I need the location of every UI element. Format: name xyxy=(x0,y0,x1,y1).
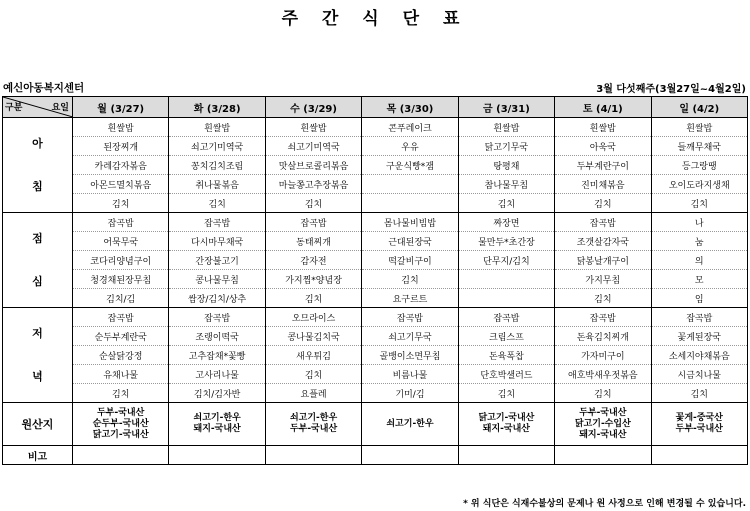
menu-item: 김치/김 xyxy=(73,289,169,308)
origin-line: 두부-국내산 xyxy=(675,424,723,434)
menu-row xyxy=(3,213,748,232)
origin-line: 두부-국내산 xyxy=(579,407,627,418)
origin-line: 닭고기-국내산 xyxy=(92,429,149,440)
menu-item: 잡곡밥 xyxy=(458,308,554,327)
menu-item: 김치 xyxy=(73,384,169,403)
menu-item: 떡갈비구이 xyxy=(362,251,458,270)
day-header: 목 (3/30) xyxy=(362,97,458,118)
menu-item: 짜장면 xyxy=(458,213,554,232)
menu-item: 잡곡밥 xyxy=(362,308,458,327)
corner-label-day: 요일 xyxy=(51,103,69,113)
corner-label-category: 구분 xyxy=(5,103,23,113)
menu-item: 김치 xyxy=(458,194,554,213)
menu-item: 잡곡밥 xyxy=(169,213,265,232)
origin-line: 쇠고기-한우 xyxy=(386,418,434,429)
menu-item: 콩나물무침 xyxy=(169,270,265,289)
menu-item: 요구르트 xyxy=(362,289,458,308)
origin-line: 순두부-국내산 xyxy=(92,418,149,429)
menu-row xyxy=(3,118,748,137)
menu-item: 우유 xyxy=(362,137,458,156)
menu-item: 잡곡밥 xyxy=(651,308,747,327)
menu-item: 돈육폭찹 xyxy=(458,346,554,365)
menu-row xyxy=(3,289,748,308)
note-cell xyxy=(458,446,554,465)
menu-row xyxy=(3,175,748,194)
menu-item: 김치 xyxy=(73,194,169,213)
meal-label-char: 심 xyxy=(32,275,43,288)
menu-item: 진미채볶음 xyxy=(555,175,651,194)
menu-item: 흰쌀밥 xyxy=(458,118,554,137)
menu-item: 콘푸레이크 xyxy=(362,118,458,137)
origin-cell xyxy=(169,403,265,446)
menu-item: 오이도라지생채 xyxy=(651,175,747,194)
menu-item: 흰쌀밥 xyxy=(73,118,169,137)
menu-item: 김치 xyxy=(651,194,747,213)
footnote: * 위 식단은 식재수불상의 문제나 원 사정으로 인해 변경될 수 있습니다. xyxy=(463,499,746,509)
menu-row xyxy=(3,270,748,289)
menu-item: 순살닭강정 xyxy=(73,346,169,365)
menu-item: 소세지야채볶음 xyxy=(651,346,747,365)
day-header: 월 (3/27) xyxy=(73,97,169,118)
menu-item: 오므라이스 xyxy=(265,308,361,327)
origin-line: 돼지-국내산 xyxy=(579,429,627,440)
menu-item: 흰쌀밥 xyxy=(169,118,265,137)
origin-cell xyxy=(73,403,169,446)
menu-item: 맛살브로콜리볶음 xyxy=(265,156,361,175)
meal-label xyxy=(3,118,73,213)
menu-item: 애호박새우젓볶음 xyxy=(555,365,651,384)
menu-row xyxy=(3,232,748,251)
day-header: 토 (4/1) xyxy=(555,97,651,118)
menu-item: 청경채된장무침 xyxy=(73,270,169,289)
menu-item xyxy=(362,194,458,213)
menu-item: 조갯살감자국 xyxy=(555,232,651,251)
menu-item: 등그랑땡 xyxy=(651,156,747,175)
menu-item: 닭봉날개구이 xyxy=(555,251,651,270)
menu-item: 잡곡밥 xyxy=(555,308,651,327)
menu-item: 임 xyxy=(651,289,747,308)
menu-item: 비름나물 xyxy=(362,365,458,384)
menu-item: 조랭이떡국 xyxy=(169,327,265,346)
meal-label-char: 녁 xyxy=(32,370,43,383)
menu-item xyxy=(362,175,458,194)
menu-item: 다시마무채국 xyxy=(169,232,265,251)
menu-item: 김치 xyxy=(555,194,651,213)
menu-item: 김치 xyxy=(265,365,361,384)
menu-item: 쌈장/김치/상추 xyxy=(169,289,265,308)
menu-item: 요플레 xyxy=(265,384,361,403)
note-cell xyxy=(169,446,265,465)
note-row xyxy=(3,446,748,465)
origin-line: 돼지-국내산 xyxy=(193,424,241,434)
origin-line: 돼지-국내산 xyxy=(482,424,530,434)
menu-item: 김치 xyxy=(458,384,554,403)
menu-item: 아몬드멸치볶음 xyxy=(73,175,169,194)
day-header: 일 (4/2) xyxy=(651,97,747,118)
menu-item: 쇠고기무국 xyxy=(362,327,458,346)
page-title: 주 간 식 단 표 xyxy=(281,9,469,29)
menu-item: 코다리양념구이 xyxy=(73,251,169,270)
menu-item: 김치 xyxy=(362,270,458,289)
menu-item: 취나물볶음 xyxy=(169,175,265,194)
menu-item: 꽃게된장국 xyxy=(651,327,747,346)
menu-item: 가지무침 xyxy=(555,270,651,289)
menu-item: 순두부계란국 xyxy=(73,327,169,346)
menu-item: 구운식빵*잼 xyxy=(362,156,458,175)
menu-item: 물만두*초간장 xyxy=(458,232,554,251)
menu-item: 김치 xyxy=(555,289,651,308)
menu-item: 김치 xyxy=(265,289,361,308)
note-label: 비고 xyxy=(3,446,73,465)
menu-row xyxy=(3,346,748,365)
menu-table xyxy=(2,96,748,465)
menu-item: 된장찌개 xyxy=(73,137,169,156)
note-cell xyxy=(362,446,458,465)
menu-item: 새우튀김 xyxy=(265,346,361,365)
menu-item: 김치/김자반 xyxy=(169,384,265,403)
menu-item: 잡곡밥 xyxy=(555,213,651,232)
menu-item: 유채나물 xyxy=(73,365,169,384)
meal-label-char: 저 xyxy=(32,327,43,340)
menu-item xyxy=(458,270,554,289)
origin-cell xyxy=(555,403,651,446)
menu-item: 모 xyxy=(651,270,747,289)
menu-item: 잡곡밥 xyxy=(73,308,169,327)
menu-item: 눔 xyxy=(651,232,747,251)
menu-row xyxy=(3,308,748,327)
menu-row xyxy=(3,251,748,270)
week-range: 3월 다섯째주(3월27일~4월2일) xyxy=(596,84,746,95)
menu-item: 흰쌀밥 xyxy=(265,118,361,137)
origin-line: 두부-국내산 xyxy=(289,424,338,434)
day-header: 화 (3/28) xyxy=(169,97,265,118)
origin-line: 쇠고기-한우 xyxy=(289,413,338,423)
menu-item: 쇠고기미역국 xyxy=(169,137,265,156)
note-cell xyxy=(651,446,747,465)
origin-line: 닭고기-국내산 xyxy=(478,413,535,423)
menu-item: 잡곡밥 xyxy=(169,308,265,327)
menu-item: 김치 xyxy=(555,384,651,403)
menu-item: 몸나물비빔밥 xyxy=(362,213,458,232)
origin-line: 두부-국내산 xyxy=(97,407,145,418)
menu-item: 단호박샐러드 xyxy=(458,365,554,384)
origin-cell xyxy=(651,403,747,446)
menu-item: 들깨무채국 xyxy=(651,137,747,156)
menu-item: 잡곡밥 xyxy=(265,213,361,232)
origin-line: 꽃게-중국산 xyxy=(675,413,723,423)
origin-label: 원산지 xyxy=(3,403,73,446)
menu-item xyxy=(458,289,554,308)
menu-item: 돈육김치찌개 xyxy=(555,327,651,346)
menu-item: 아욱국 xyxy=(555,137,651,156)
menu-item: 시금치나물 xyxy=(651,365,747,384)
menu-item: 동태찌개 xyxy=(265,232,361,251)
menu-row xyxy=(3,194,748,213)
menu-item: 흰쌀밥 xyxy=(651,118,747,137)
menu-item: 의 xyxy=(651,251,747,270)
origin-cell xyxy=(458,403,554,446)
menu-item: 마늘쫑고추장볶음 xyxy=(265,175,361,194)
menu-item: 참나물무침 xyxy=(458,175,554,194)
menu-item: 김치 xyxy=(169,194,265,213)
menu-item: 잡곡밥 xyxy=(73,213,169,232)
menu-item: 가자미구이 xyxy=(555,346,651,365)
menu-item: 어묵무국 xyxy=(73,232,169,251)
day-header: 금 (3/31) xyxy=(458,97,554,118)
menu-item: 단무지/김치 xyxy=(458,251,554,270)
menu-row xyxy=(3,384,748,403)
menu-item: 고사리나물 xyxy=(169,365,265,384)
corner-cell xyxy=(3,97,73,118)
menu-item: 크림스프 xyxy=(458,327,554,346)
menu-item: 닭고기무국 xyxy=(458,137,554,156)
menu-item: 흰쌀밥 xyxy=(555,118,651,137)
menu-item: 감자전 xyxy=(265,251,361,270)
menu-row xyxy=(3,156,748,175)
menu-item: 꽁치김치조림 xyxy=(169,156,265,175)
menu-item: 탕평채 xyxy=(458,156,554,175)
menu-item: 김치 xyxy=(265,194,361,213)
note-cell xyxy=(265,446,361,465)
header-row xyxy=(3,97,748,118)
meal-label-char: 점 xyxy=(32,232,43,245)
origin-cell xyxy=(362,403,458,446)
menu-item: 간장불고기 xyxy=(169,251,265,270)
menu-item: 가지찜*양념장 xyxy=(265,270,361,289)
menu-item: 고추잡채*꽃빵 xyxy=(169,346,265,365)
origin-row xyxy=(3,403,748,446)
menu-item: 근대된장국 xyxy=(362,232,458,251)
menu-item: 김치 xyxy=(651,384,747,403)
note-cell xyxy=(73,446,169,465)
origin-line: 닭고기-수입산 xyxy=(574,418,631,429)
menu-row xyxy=(3,137,748,156)
day-header: 수 (3/29) xyxy=(265,97,361,118)
menu-item: 골뱅이소면무침 xyxy=(362,346,458,365)
menu-item: 나 xyxy=(651,213,747,232)
menu-item: 카레감자볶음 xyxy=(73,156,169,175)
meal-label xyxy=(3,308,73,403)
menu-item: 콩나물김치국 xyxy=(265,327,361,346)
meal-label-char: 아 xyxy=(32,137,43,150)
menu-body xyxy=(3,118,748,403)
origin-line: 쇠고기-한우 xyxy=(193,413,241,423)
organization-name: 예신아동복지센터 xyxy=(3,82,85,94)
meal-label xyxy=(3,213,73,308)
menu-row xyxy=(3,365,748,384)
origin-cell xyxy=(265,403,361,446)
menu-item: 기미/김 xyxy=(362,384,458,403)
meal-label-char: 침 xyxy=(32,180,43,193)
note-cell xyxy=(555,446,651,465)
menu-item: 두부계란구이 xyxy=(555,156,651,175)
menu-item: 쇠고기미역국 xyxy=(265,137,361,156)
menu-row xyxy=(3,327,748,346)
